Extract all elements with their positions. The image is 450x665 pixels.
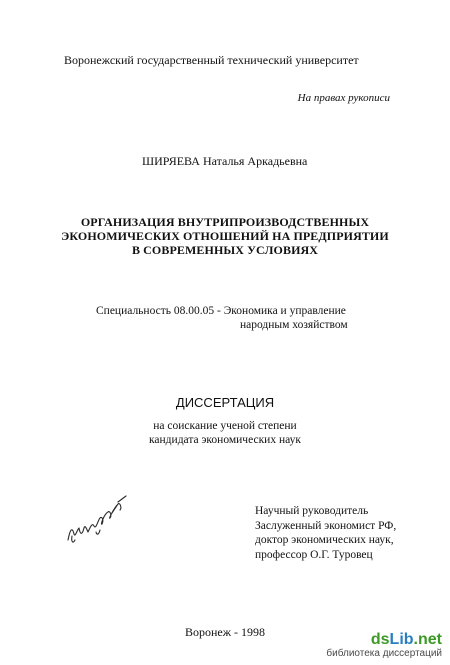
logo-net: .net <box>413 631 442 648</box>
logo-ds: ds <box>370 631 390 648</box>
dissertation-title <box>40 215 410 257</box>
degree-line-2: кандидата экономических наук <box>149 434 301 446</box>
document-type: ДИССЕРТАЦИЯ <box>175 395 275 410</box>
specialty-line-2: народным хозяйством <box>240 319 348 331</box>
advisor-line: Заслуженный экономист РФ, <box>255 519 397 532</box>
advisor-line: доктор экономических наук, <box>255 534 394 546</box>
advisor-block <box>255 504 396 562</box>
handwritten-signature <box>60 490 140 550</box>
title-line: ОРГАНИЗАЦИЯ ВНУТРИПРОИЗВОДСТВЕННЫХ <box>80 215 370 229</box>
degree-line-1: на соискание ученой степени <box>153 420 297 432</box>
logo-lib: Lib <box>389 631 414 648</box>
title-line: В СОВРЕМЕННЫХ УСЛОВИЯХ <box>131 243 319 257</box>
city-year: Воронеж - 1998 <box>184 625 266 639</box>
rights-note: На правах рукописи <box>297 92 390 104</box>
advisor-line: Научный руководитель <box>255 505 369 517</box>
specialty-line-1: Специальность 08.00.05 - Экономика и управление <box>96 305 346 317</box>
dslib-watermark[interactable] <box>326 632 442 660</box>
university-name: Воронежский государственный технический университет <box>64 53 359 67</box>
watermark-subtitle: библиотека диссертаций <box>326 648 442 659</box>
author-name: ШИРЯЕВА Наталья Аркадьевна <box>142 154 308 168</box>
dslib-logo <box>326 632 442 648</box>
title-line: ЭКОНОМИЧЕСКИХ ОТНОШЕНИЙ НА ПРЕДПРИЯТИИ <box>61 229 389 243</box>
advisor-line: профессор О.Г. Туровец <box>255 548 373 561</box>
